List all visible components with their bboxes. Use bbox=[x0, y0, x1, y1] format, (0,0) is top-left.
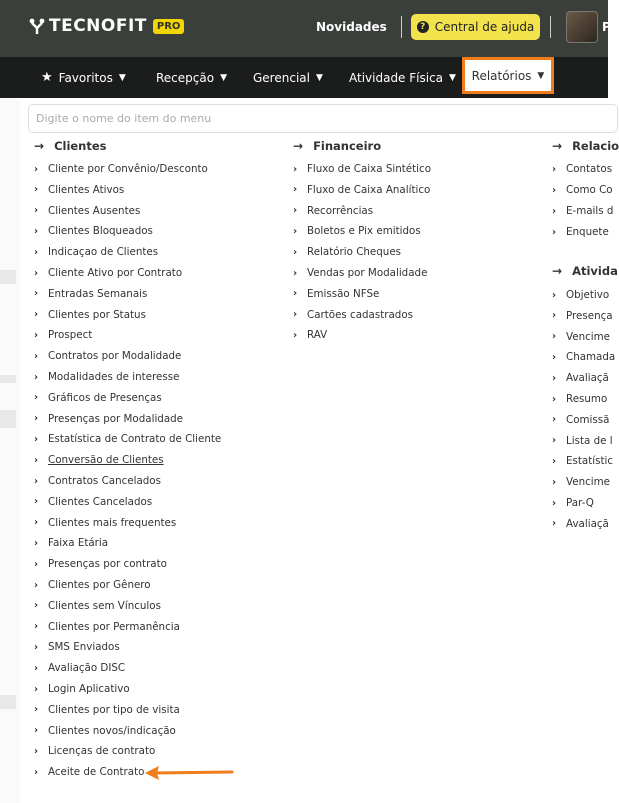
top-header bbox=[0, 0, 611, 57]
arrow-right-icon: → bbox=[552, 264, 563, 278]
menu-item[interactable] bbox=[34, 536, 108, 550]
chevron-right-icon: › bbox=[34, 766, 39, 778]
column-title bbox=[552, 139, 619, 153]
menu-item[interactable] bbox=[34, 412, 183, 426]
column-title bbox=[34, 139, 107, 153]
menu-item[interactable] bbox=[34, 370, 179, 384]
menu-item-label: Relatório Cheques bbox=[307, 246, 402, 259]
menu-item-label: Prospect bbox=[48, 329, 93, 342]
menu-item-label: Resumo bbox=[566, 393, 608, 405]
menu-item[interactable] bbox=[293, 328, 327, 342]
menu-item-label: Chamada bbox=[566, 351, 616, 364]
menu-item-label: Estatístic bbox=[566, 455, 614, 468]
menu-item[interactable] bbox=[34, 204, 140, 218]
menu-item-label: Boletos e Pix emitidos bbox=[307, 225, 421, 238]
menu-item[interactable] bbox=[552, 225, 609, 239]
help-center-button[interactable] bbox=[411, 14, 540, 40]
novidades-link[interactable]: Novidades bbox=[316, 20, 387, 34]
column-title bbox=[552, 264, 618, 278]
chevron-down-icon: ▼ bbox=[118, 72, 126, 83]
chevron-right-icon: › bbox=[34, 267, 39, 279]
chevron-right-icon: › bbox=[293, 309, 298, 321]
column-title-label: Financeiro bbox=[313, 139, 382, 153]
menu-item[interactable] bbox=[34, 620, 180, 634]
menu-item[interactable] bbox=[34, 557, 167, 571]
user-name[interactable]: P bbox=[602, 20, 611, 34]
menu-item-label: Cartões cadastrados bbox=[307, 308, 414, 321]
menu-item-label: Clientes mais frequentes bbox=[48, 516, 177, 529]
header-divider bbox=[550, 16, 551, 38]
background-strip bbox=[0, 270, 16, 284]
chevron-right-icon: › bbox=[293, 267, 298, 279]
menu-item[interactable] bbox=[552, 517, 609, 531]
nav-label: Gerencial bbox=[253, 70, 310, 85]
menu-item-label: Comissã bbox=[566, 413, 610, 426]
chevron-right-icon: › bbox=[34, 288, 39, 300]
menu-item[interactable] bbox=[552, 183, 613, 197]
menu-item[interactable] bbox=[34, 682, 130, 696]
menu-item-label: Modalidades de interesse bbox=[48, 371, 180, 383]
menu-item-label: E-mails d bbox=[566, 205, 614, 217]
menu-item[interactable] bbox=[34, 578, 151, 592]
menu-item[interactable] bbox=[293, 204, 373, 218]
menu-item[interactable] bbox=[34, 495, 152, 509]
background-strip bbox=[0, 375, 16, 383]
nav-label: Atividade Física bbox=[349, 70, 444, 85]
chevron-right-icon: › bbox=[34, 205, 39, 217]
menu-item[interactable] bbox=[552, 350, 615, 364]
chevron-right-icon: › bbox=[552, 518, 557, 530]
chevron-right-icon: › bbox=[34, 621, 39, 633]
chevron-right-icon: › bbox=[552, 476, 557, 488]
menu-item[interactable] bbox=[34, 744, 155, 758]
menu-item[interactable] bbox=[34, 599, 161, 613]
background-strip bbox=[0, 410, 16, 428]
menu-item[interactable] bbox=[552, 288, 609, 302]
menu-item-label: Enquete bbox=[566, 226, 609, 238]
menu-item[interactable] bbox=[34, 724, 176, 738]
pro-badge: PRO bbox=[153, 19, 185, 34]
menu-item[interactable] bbox=[552, 475, 610, 489]
menu-item-label: Clientes sem Vínculos bbox=[48, 599, 161, 612]
menu-item[interactable] bbox=[34, 474, 161, 488]
menu-item[interactable] bbox=[34, 516, 176, 530]
menu-item-label: SMS Enviados bbox=[48, 641, 120, 654]
menu-item-label: Vencime bbox=[566, 330, 610, 343]
menu-item[interactable] bbox=[34, 703, 180, 717]
chevron-right-icon: › bbox=[293, 246, 298, 258]
menu-item[interactable] bbox=[34, 765, 144, 779]
menu-item[interactable] bbox=[552, 454, 613, 468]
menu-item-label: Vencime bbox=[566, 476, 610, 489]
brand-name: TECNOFIT bbox=[49, 16, 147, 36]
menu-item-label: Avaliaçã bbox=[566, 372, 609, 385]
chevron-right-icon: › bbox=[552, 205, 557, 217]
menu-item[interactable] bbox=[293, 224, 421, 238]
nav-label: Recepção bbox=[156, 70, 215, 85]
menu-item-label: Fluxo de Caixa Sintético bbox=[307, 163, 431, 175]
chevron-down-icon: ▼ bbox=[315, 72, 323, 83]
menu-item[interactable] bbox=[34, 308, 146, 322]
menu-item-label: Avaliação DISC bbox=[48, 662, 126, 675]
column-title-label: Ativida bbox=[572, 264, 618, 278]
chevron-right-icon: › bbox=[293, 163, 298, 175]
menu-item-label: Par-Q bbox=[566, 497, 594, 509]
chevron-right-icon: › bbox=[34, 704, 39, 716]
chevron-right-icon: › bbox=[552, 414, 557, 426]
menu-search-input[interactable] bbox=[28, 104, 618, 133]
menu-item-label: Como Co bbox=[566, 184, 613, 196]
chevron-right-icon: › bbox=[34, 662, 39, 674]
menu-item[interactable] bbox=[34, 661, 125, 675]
menu-item-label: Indicaçao de Clientes bbox=[48, 246, 159, 259]
menu-item[interactable] bbox=[34, 640, 120, 654]
help-center-label: Central de ajuda bbox=[434, 20, 535, 34]
brand-logo[interactable] bbox=[28, 16, 184, 36]
nav-label: Favoritos bbox=[58, 70, 113, 85]
chevron-right-icon: › bbox=[293, 225, 298, 237]
menu-item[interactable] bbox=[34, 328, 92, 342]
menu-item-label: Contratos Cancelados bbox=[48, 475, 161, 487]
menu-item[interactable] bbox=[293, 183, 430, 197]
nav-atividade-fisica[interactable] bbox=[349, 57, 456, 98]
chevron-right-icon: › bbox=[293, 184, 298, 196]
nav-relatorios[interactable] bbox=[462, 57, 554, 94]
chevron-right-icon: › bbox=[552, 163, 557, 175]
chevron-right-icon: › bbox=[552, 435, 557, 447]
chevron-right-icon: › bbox=[34, 433, 39, 445]
menu-item-label: Aceite de Contrato bbox=[48, 766, 145, 779]
column-title-label: Relacio bbox=[572, 139, 619, 153]
arrow-right-icon: → bbox=[34, 139, 45, 153]
menu-item-label: Clientes novos/indicação bbox=[48, 724, 176, 737]
menu-item[interactable] bbox=[34, 245, 158, 259]
chevron-right-icon: › bbox=[293, 288, 298, 300]
chevron-right-icon: › bbox=[34, 600, 39, 612]
chevron-right-icon: › bbox=[34, 413, 39, 425]
menu-item[interactable] bbox=[552, 204, 613, 218]
annotation-arrow-icon bbox=[143, 763, 235, 783]
menu-item[interactable] bbox=[552, 330, 610, 344]
menu-item-label: Licenças de contrato bbox=[48, 745, 156, 758]
chevron-right-icon: › bbox=[34, 225, 39, 237]
menu-item-label: Cliente Ativo por Contrato bbox=[48, 267, 183, 279]
menu-item-label: Conversão de Clientes bbox=[48, 454, 164, 467]
menu-item-label: Clientes por Gênero bbox=[48, 579, 151, 591]
menu-item[interactable] bbox=[34, 266, 182, 280]
chevron-right-icon: › bbox=[552, 455, 557, 467]
menu-item-label: Clientes por tipo de visita bbox=[48, 703, 180, 716]
menu-item-label: Cliente por Convênio/Desconto bbox=[48, 163, 208, 175]
nav-label: Relatórios bbox=[471, 68, 532, 83]
tecnofit-logo-icon bbox=[28, 17, 46, 35]
nav-gerencial[interactable] bbox=[253, 57, 323, 98]
menu-item[interactable] bbox=[552, 434, 613, 448]
chevron-right-icon: › bbox=[552, 497, 557, 509]
menu-item-label: Clientes por Status bbox=[48, 308, 146, 321]
menu-item[interactable] bbox=[293, 245, 401, 259]
chevron-right-icon: › bbox=[552, 331, 557, 343]
chevron-right-icon: › bbox=[34, 371, 39, 383]
chevron-right-icon: › bbox=[34, 725, 39, 737]
menu-item-label: Clientes Bloqueados bbox=[48, 225, 153, 238]
chevron-down-icon: ▼ bbox=[449, 72, 456, 83]
chevron-right-icon: › bbox=[34, 579, 39, 591]
chevron-right-icon: › bbox=[34, 329, 39, 341]
menu-item-label: Lista de l bbox=[566, 434, 613, 447]
arrow-right-icon: → bbox=[293, 139, 304, 153]
menu-item[interactable] bbox=[552, 496, 594, 510]
chevron-right-icon: › bbox=[34, 537, 39, 549]
menu-item-label: Faixa Etária bbox=[48, 537, 109, 550]
chevron-right-icon: › bbox=[34, 641, 39, 653]
menu-item[interactable] bbox=[34, 432, 221, 446]
menu-item-label: Contratos por Modalidade bbox=[48, 350, 182, 363]
menu-item-label: Recorrências bbox=[307, 204, 374, 217]
chevron-right-icon: › bbox=[552, 310, 557, 322]
chevron-right-icon: › bbox=[34, 392, 39, 404]
chevron-right-icon: › bbox=[34, 163, 39, 175]
header-divider bbox=[401, 16, 402, 38]
menu-item[interactable] bbox=[293, 266, 427, 280]
menu-item[interactable] bbox=[34, 453, 164, 467]
chevron-right-icon: › bbox=[293, 205, 298, 217]
chevron-down-icon: ▼ bbox=[220, 72, 227, 83]
chevron-right-icon: › bbox=[34, 683, 39, 695]
menu-item-label: Presença bbox=[566, 309, 613, 322]
menu-item-label: Vendas por Modalidade bbox=[307, 267, 428, 279]
menu-item[interactable] bbox=[34, 183, 124, 197]
menu-item[interactable] bbox=[293, 287, 379, 301]
nav-favoritos[interactable] bbox=[41, 57, 126, 98]
column-title-label: Clientes bbox=[54, 139, 107, 153]
menu-item[interactable] bbox=[552, 392, 607, 406]
menu-item-label: Contatos bbox=[566, 163, 613, 175]
chevron-right-icon: › bbox=[552, 393, 557, 405]
chevron-right-icon: › bbox=[552, 226, 557, 238]
menu-item-label: RAV bbox=[307, 329, 328, 342]
menu-item-label: Entradas Semanais bbox=[48, 287, 148, 300]
menu-item[interactable] bbox=[34, 391, 162, 405]
menu-item[interactable] bbox=[34, 162, 208, 176]
menu-item-label: Presenças por Modalidade bbox=[48, 412, 184, 425]
chevron-right-icon: › bbox=[34, 475, 39, 487]
menu-item-label: Objetivo bbox=[566, 289, 610, 301]
question-icon: ? bbox=[417, 21, 429, 33]
menu-item-label: Clientes por Permanência bbox=[48, 620, 180, 633]
menu-item[interactable] bbox=[552, 162, 612, 176]
star-icon: ★ bbox=[41, 70, 53, 85]
menu-item-label: Clientes Ativos bbox=[48, 183, 125, 196]
chevron-right-icon: › bbox=[552, 372, 557, 384]
chevron-right-icon: › bbox=[34, 246, 39, 258]
background-strip bbox=[0, 695, 16, 709]
menu-item[interactable] bbox=[293, 308, 413, 322]
menu-item-label: Clientes Ausentes bbox=[48, 204, 141, 217]
chevron-right-icon: › bbox=[34, 558, 39, 570]
chevron-right-icon: › bbox=[293, 329, 298, 341]
arrow-right-icon: → bbox=[552, 139, 563, 153]
chevron-right-icon: › bbox=[552, 351, 557, 363]
menu-item[interactable] bbox=[552, 309, 613, 323]
menu-item-label: Estatística de Contrato de Cliente bbox=[48, 433, 222, 446]
menu-item[interactable] bbox=[293, 162, 431, 176]
menu-item-label: Avaliaçã bbox=[566, 517, 609, 530]
column-title bbox=[293, 139, 381, 153]
nav-recepcao[interactable] bbox=[156, 57, 227, 98]
chevron-right-icon: › bbox=[34, 350, 39, 362]
menu-item-label: Presenças por contrato bbox=[48, 558, 167, 571]
menu-item-label: Fluxo de Caixa Analítico bbox=[307, 183, 431, 196]
chevron-right-icon: › bbox=[34, 309, 39, 321]
menu-item[interactable] bbox=[552, 371, 609, 385]
user-avatar[interactable] bbox=[566, 11, 598, 43]
menu-item[interactable] bbox=[552, 413, 609, 427]
chevron-right-icon: › bbox=[552, 289, 557, 301]
menu-item[interactable] bbox=[34, 224, 153, 238]
chevron-right-icon: › bbox=[34, 184, 39, 196]
chevron-right-icon: › bbox=[34, 517, 39, 529]
chevron-right-icon: › bbox=[34, 454, 39, 466]
menu-item-label: Emissão NFSe bbox=[307, 287, 380, 300]
menu-item-label: Login Aplicativo bbox=[48, 683, 130, 695]
chevron-right-icon: › bbox=[34, 745, 39, 757]
chevron-down-icon: ▼ bbox=[537, 70, 545, 81]
menu-item-label: Clientes Cancelados bbox=[48, 495, 153, 508]
menu-item[interactable] bbox=[34, 349, 181, 363]
menu-item[interactable] bbox=[34, 287, 147, 301]
chevron-right-icon: › bbox=[34, 496, 39, 508]
menu-item-label: Gráficos de Presenças bbox=[48, 391, 162, 404]
chevron-right-icon: › bbox=[552, 184, 557, 196]
